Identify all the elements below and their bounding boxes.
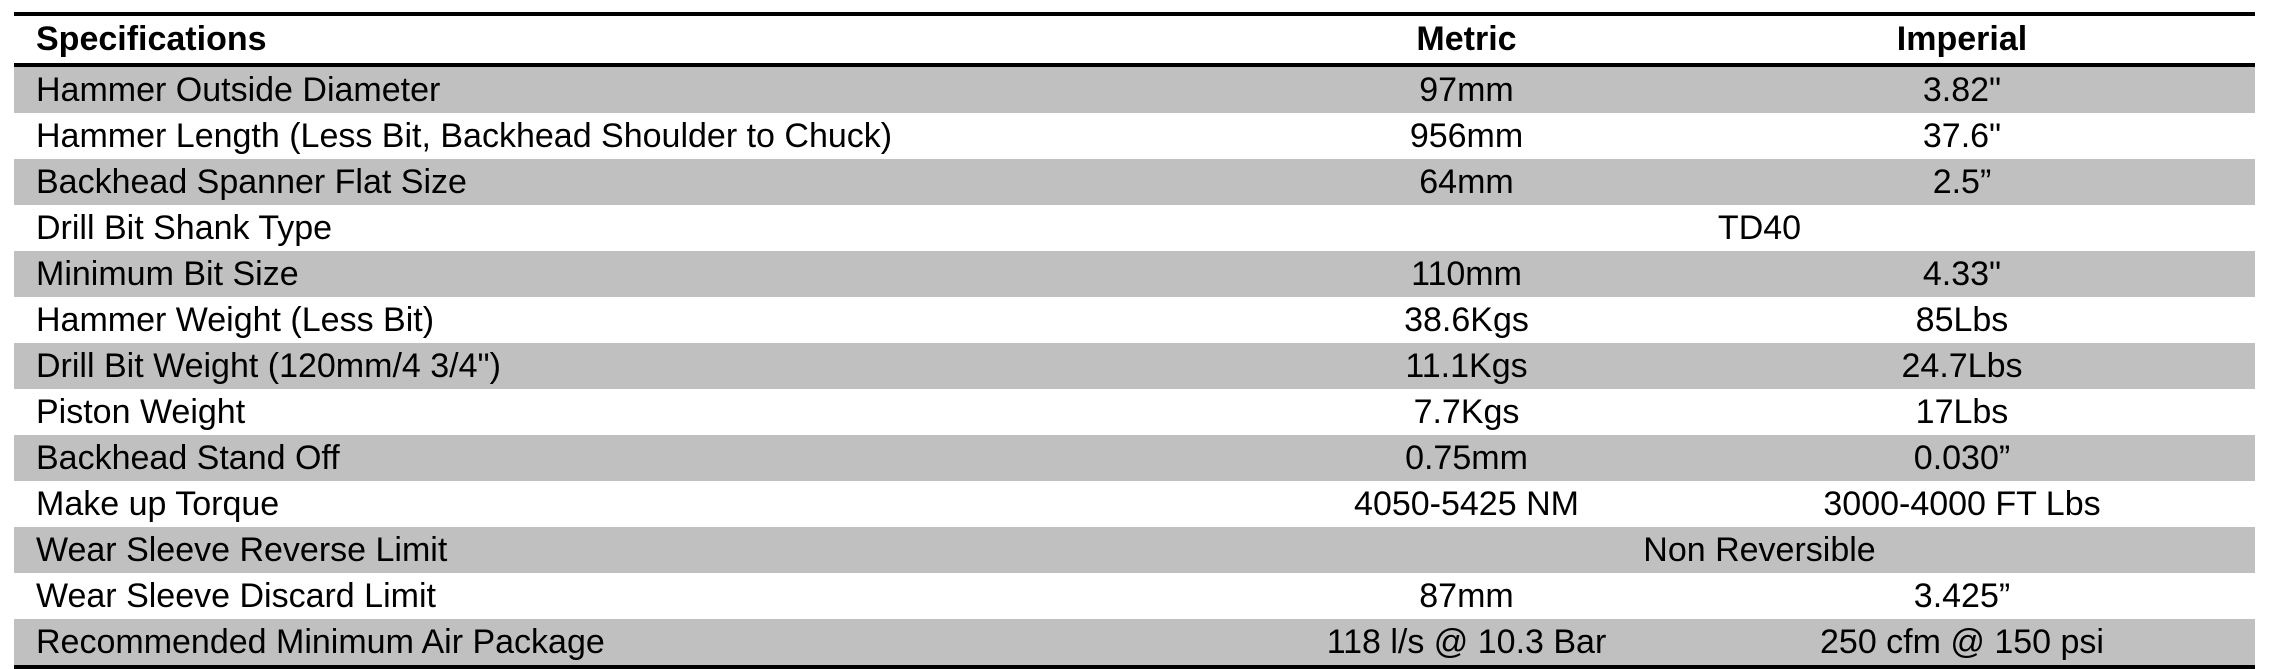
combined-value-cell: TD40 (1717, 208, 1802, 247)
header-specifications: Specifications (14, 14, 1264, 65)
table-row (14, 435, 2255, 481)
imperial-value-cell: 85Lbs (1915, 300, 2009, 339)
imperial-value-cell: 37.6" (1922, 116, 2002, 155)
imperial-value-cell: 17Lbs (1915, 392, 2009, 431)
metric-value-cell: 0.75mm (1264, 435, 1669, 481)
table-body (14, 65, 2255, 667)
spec-name-cell: Wear Sleeve Reverse Limit (14, 527, 1264, 573)
spec-name-cell: Hammer Weight (Less Bit) (36, 300, 435, 339)
spec-name-cell: Minimum Bit Size (14, 251, 1264, 297)
header-metric: Metric (1264, 14, 1669, 65)
spec-name-cell: Drill Bit Weight (120mm/4 3/4") (14, 343, 1264, 389)
metric-value-cell: 97mm (1264, 65, 1669, 113)
spec-name-cell: Backhead Spanner Flat Size (14, 159, 1264, 205)
table-row (14, 619, 2255, 667)
metric-value-cell: 118 l/s @ 10.3 Bar (1264, 619, 1669, 667)
table-header (14, 14, 2255, 65)
table-row (14, 389, 2255, 435)
table-row (14, 159, 2255, 205)
header-imperial: Imperial (1669, 14, 2255, 65)
imperial-value-cell: 2.5” (1669, 159, 2255, 205)
spec-name-cell: Backhead Stand Off (14, 435, 1264, 481)
metric-value-cell: 38.6Kgs (1404, 300, 1529, 339)
table-row (14, 65, 2255, 113)
imperial-value-cell: 3.425” (1913, 576, 2011, 615)
metric-value-cell: 110mm (1264, 251, 1669, 297)
table-row (14, 527, 2255, 573)
metric-value-cell: 87mm (1419, 576, 1514, 615)
table-row (14, 297, 2255, 343)
spec-name-cell: Recommended Minimum Air Package (14, 619, 1264, 667)
spec-name-cell: Wear Sleeve Discard Limit (36, 576, 436, 615)
table-row (14, 251, 2255, 297)
imperial-value-cell: 3000-4000 FT Lbs (1823, 484, 2101, 523)
table-row (14, 113, 2255, 159)
spec-name-cell: Hammer Length (Less Bit, Backhead Shoulder to Chuck) (36, 116, 893, 155)
table-row (14, 481, 2255, 527)
spec-name-cell: Make up Torque (36, 484, 280, 523)
metric-value-cell: 7.7Kgs (1413, 392, 1520, 431)
imperial-value-cell: 0.030” (1669, 435, 2255, 481)
combined-value-cell: Non Reversible (1264, 527, 2255, 573)
metric-value-cell: 956mm (1409, 116, 1524, 155)
table-row (14, 343, 2255, 389)
imperial-value-cell: 3.82" (1669, 65, 2255, 113)
spec-name-cell: Hammer Outside Diameter (14, 65, 1264, 113)
imperial-value-cell: 4.33" (1669, 251, 2255, 297)
metric-value-cell: 64mm (1264, 159, 1669, 205)
header-row (14, 14, 2255, 65)
metric-value-cell: 11.1Kgs (1264, 343, 1669, 389)
spec-name-cell: Drill Bit Shank Type (36, 208, 333, 247)
imperial-value-cell: 24.7Lbs (1669, 343, 2255, 389)
spec-name-cell: Piston Weight (36, 392, 246, 431)
metric-value-cell: 4050-5425 NM (1354, 484, 1579, 523)
table-row (14, 205, 2255, 251)
specifications-table (14, 12, 2255, 669)
imperial-value-cell: 250 cfm @ 150 psi (1669, 619, 2255, 667)
table-row (14, 573, 2255, 619)
